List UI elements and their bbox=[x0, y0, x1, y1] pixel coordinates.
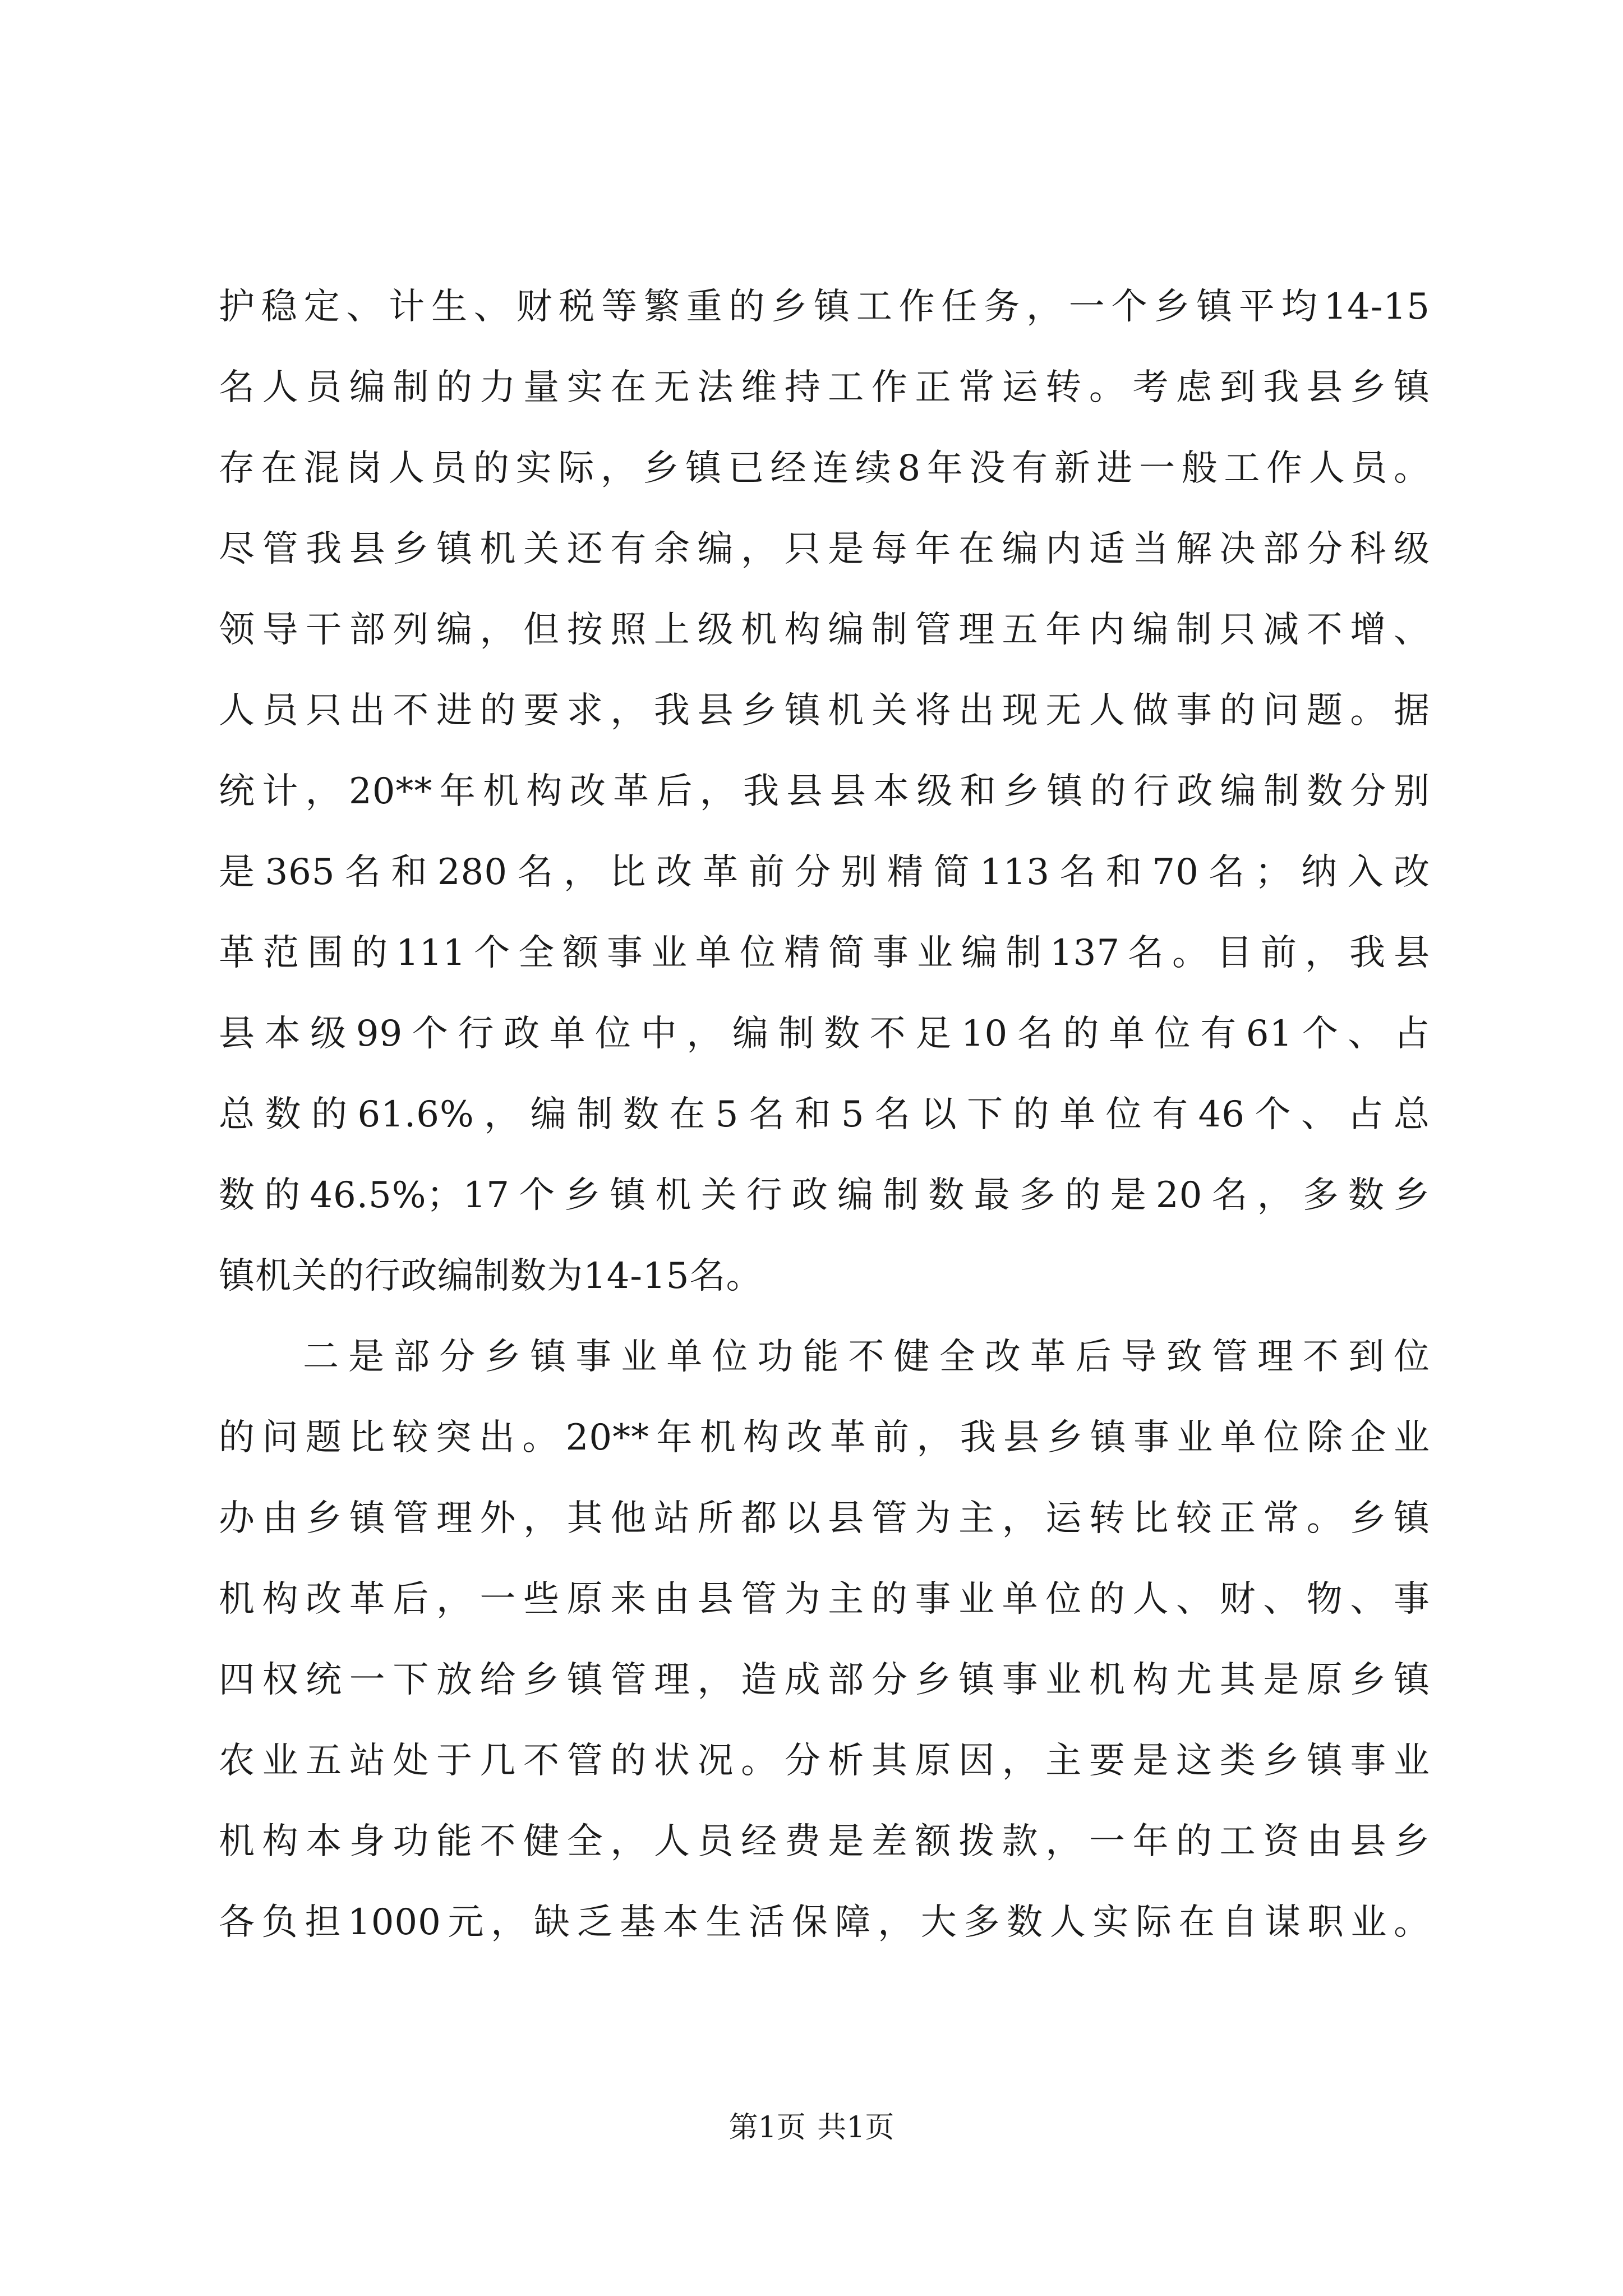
text-line: 护稳定、计生、财税等繁重的乡镇工作任务，一个乡镇平均14-15 bbox=[219, 286, 1430, 328]
text-line: 机构本身功能不健全，人员经费是差额拨款，一年的工资由县乡 bbox=[219, 1821, 1430, 1862]
text-line: 各负担1000元，缺乏基本生活保障，大多数人实际在自谋职业。 bbox=[219, 1902, 1430, 1943]
text-line: 统计，20**年机构改革后，我县县本级和乡镇的行政编制数分别 bbox=[219, 771, 1430, 812]
paragraph-start-line: 二是部分乡镇事业单位功能不健全改革后导致管理不到位 bbox=[303, 1336, 1430, 1378]
text-line: 四权统一下放给乡镇管理，造成部分乡镇事业机构尤其是原乡镇 bbox=[219, 1659, 1430, 1701]
text-line: 数的46.5%；17个乡镇机关行政编制数最多的是20名，多数乡 bbox=[219, 1175, 1430, 1216]
text-line: 机构改革后，一些原来由县管为主的事业单位的人、财、物、事 bbox=[219, 1579, 1430, 1620]
text-line: 总数的61.6%，编制数在5名和5名以下的单位有46个、占总 bbox=[219, 1094, 1430, 1135]
text-line: 存在混岗人员的实际，乡镇已经连续8年没有新进一般工作人员。 bbox=[219, 448, 1430, 489]
text-line: 县本级99个行政单位中，编制数不足10名的单位有61个、占 bbox=[219, 1013, 1430, 1055]
text-line: 办由乡镇管理外，其他站所都以县管为主，运转比较正常。乡镇 bbox=[219, 1498, 1430, 1539]
text-line: 尽管我县乡镇机关还有余编，只是每年在编内适当解决部分科级 bbox=[219, 528, 1430, 570]
page-number: 第1页 bbox=[728, 2111, 806, 2145]
text-line: 农业五站处于几不管的状况。分析其原因，主要是这类乡镇事业 bbox=[219, 1740, 1430, 1782]
document-body bbox=[219, 266, 1430, 1963]
text-line: 革范围的111个全额事业单位精简事业编制137名。目前，我县 bbox=[219, 932, 1430, 974]
page-footer bbox=[0, 2108, 1623, 2147]
text-line: 名人员编制的力量实在无法维持工作正常运转。考虑到我县乡镇 bbox=[219, 367, 1430, 408]
text-line: 镇机关的行政编制数为14-15名。 bbox=[219, 1255, 763, 1297]
text-line: 是365名和280名，比改革前分别精简113名和70名；纳入改 bbox=[219, 852, 1430, 893]
text-line: 领导干部列编，但按照上级机构编制管理五年内编制只减不增、 bbox=[219, 609, 1430, 651]
text-line: 的问题比较突出。20**年机构改革前，我县乡镇事业单位除企业 bbox=[219, 1417, 1430, 1458]
page-total: 共1页 bbox=[817, 2111, 895, 2145]
text-line: 人员只出不进的要求，我县乡镇机关将出现无人做事的问题。据 bbox=[219, 690, 1430, 731]
